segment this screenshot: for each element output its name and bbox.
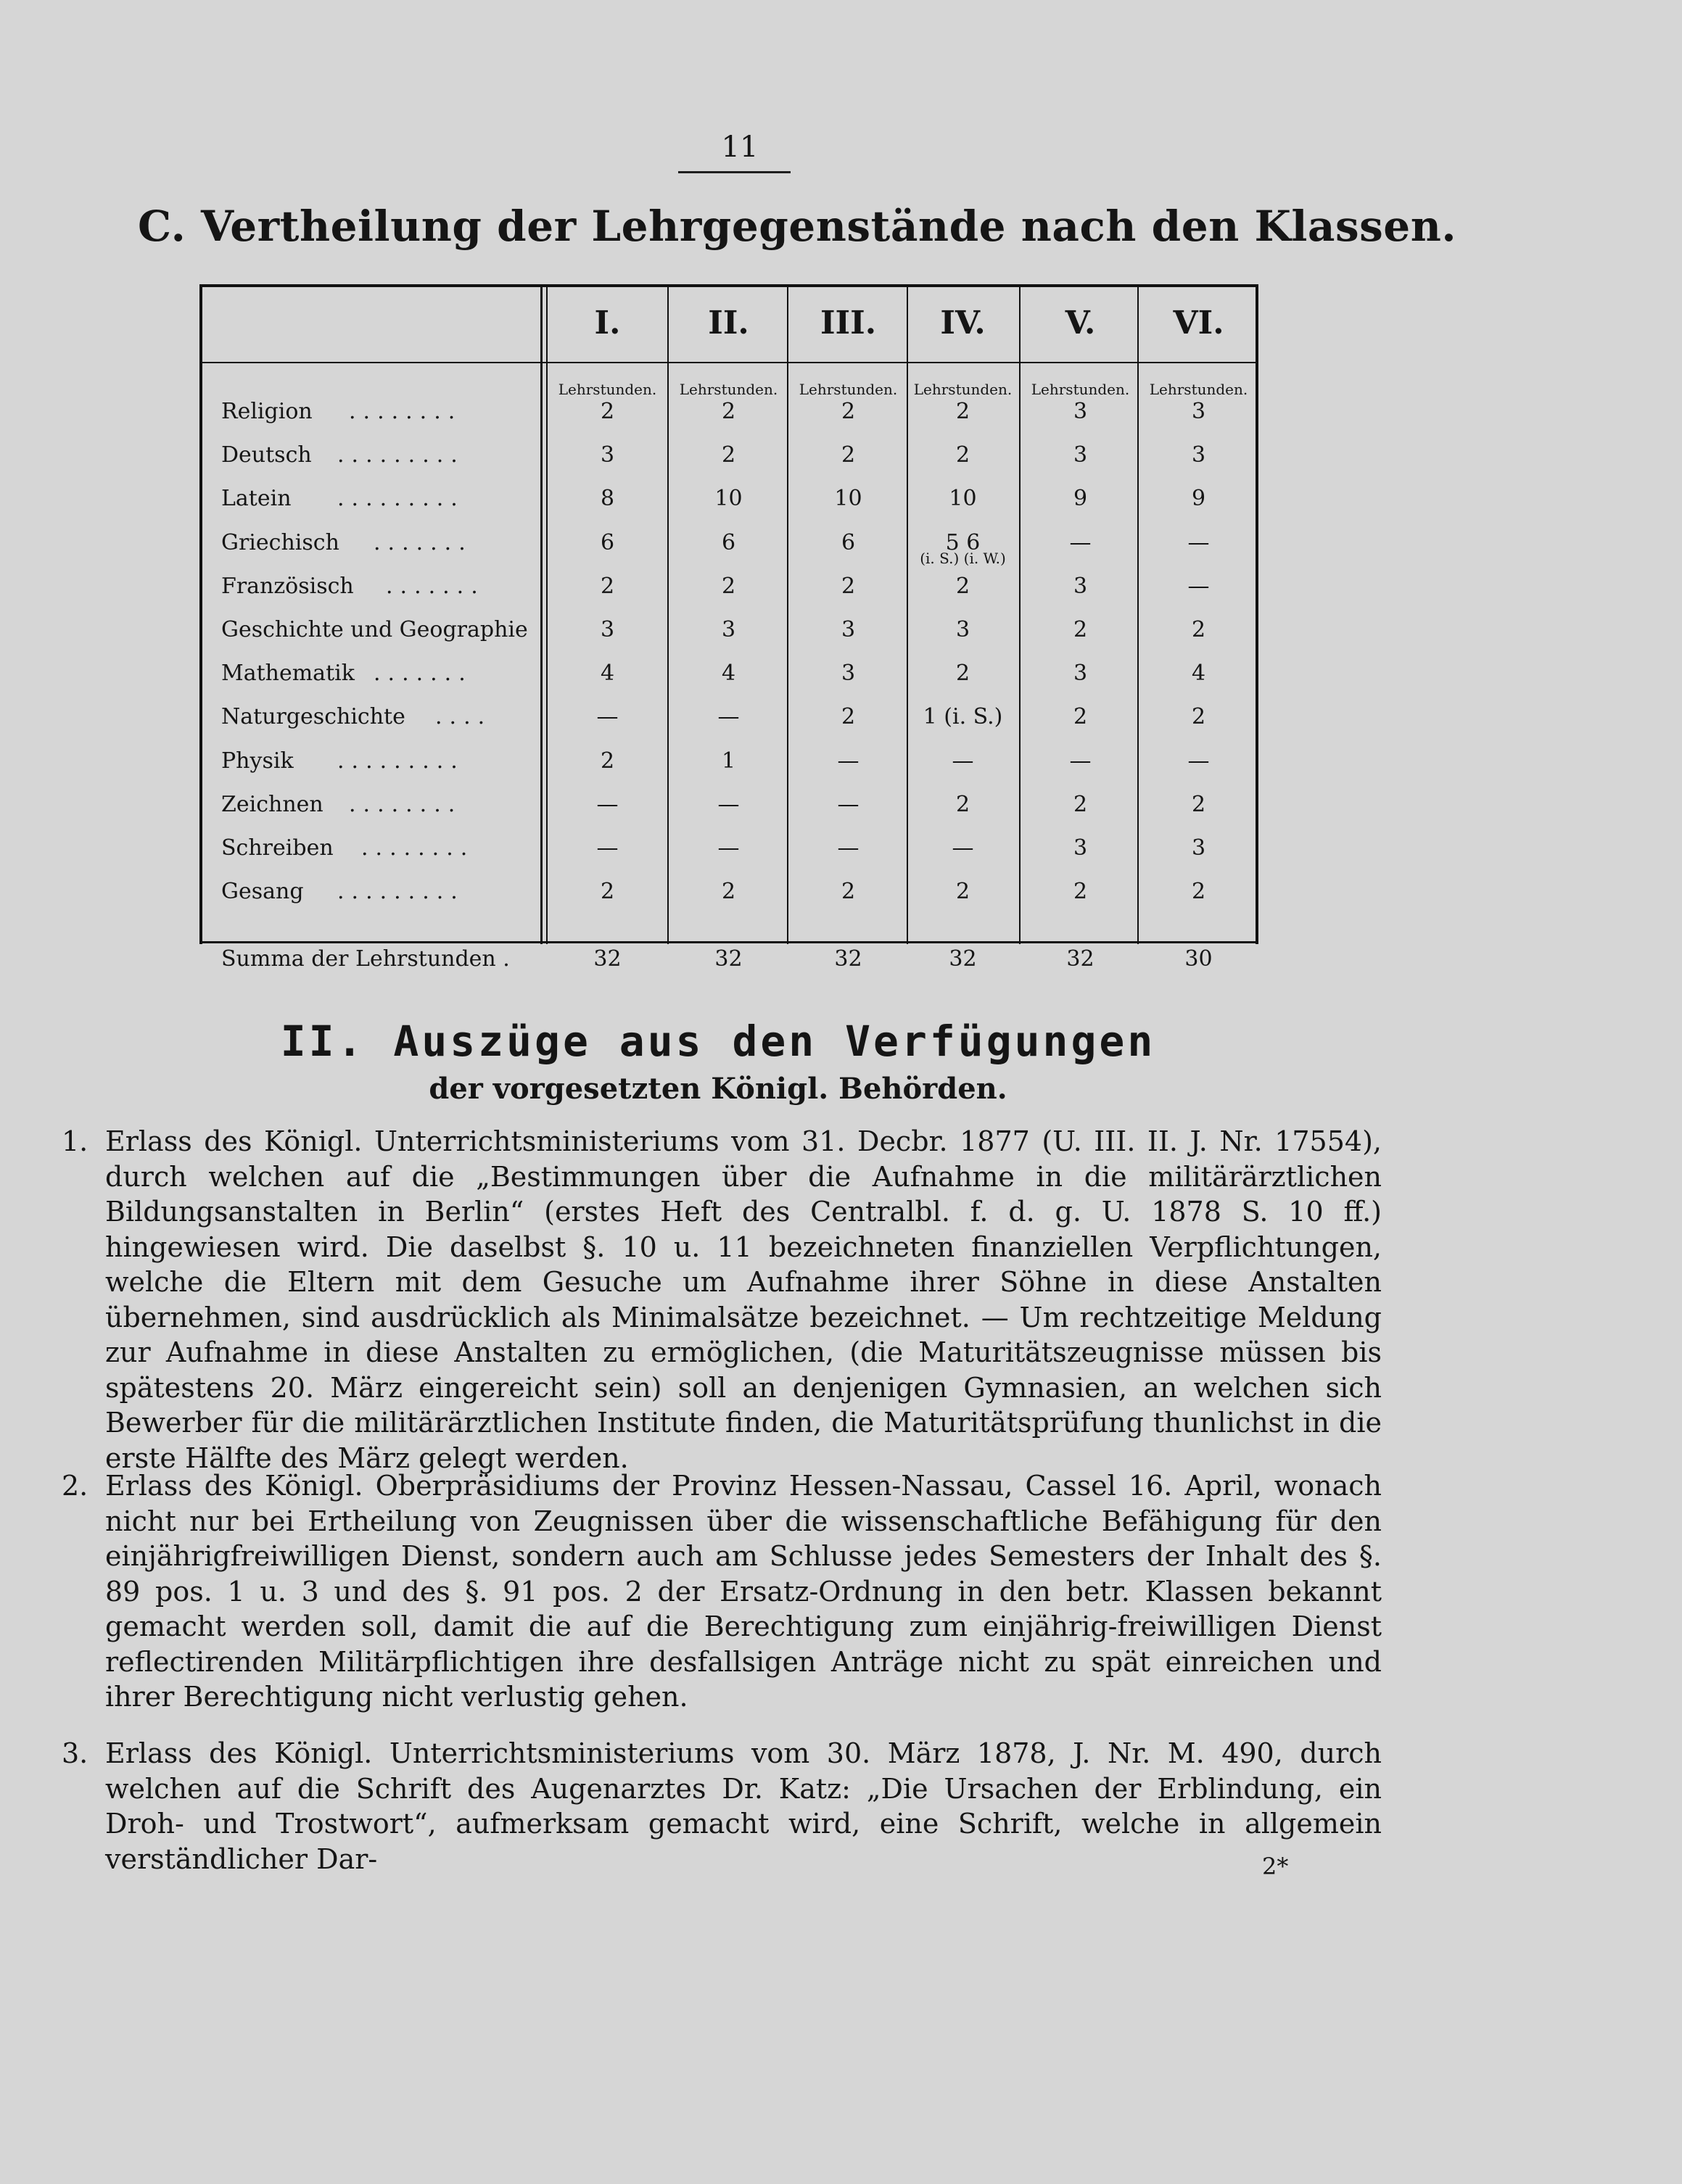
table-cell: 3 — [841, 617, 856, 642]
table-cell: — — [596, 835, 619, 861]
table-cell: — — [1187, 574, 1210, 599]
table-cell: 2 — [841, 574, 856, 599]
item-number: 2. — [62, 1470, 88, 1502]
column-header: III. — [820, 305, 877, 342]
row-label: Geschichte und Geographie — [221, 617, 528, 642]
table-cell: 3 — [1073, 661, 1088, 686]
cell-note: (i. S.) (i. W.) — [920, 550, 1006, 567]
table-cell: 2 — [1191, 617, 1206, 642]
dot-leader: ........ — [349, 399, 463, 424]
table-cell: 3 — [600, 617, 615, 642]
table-cell: 6 — [721, 530, 736, 555]
row-label: Latein — [221, 486, 292, 511]
table-cell: 3 — [955, 617, 970, 642]
table-cell: 2 — [955, 661, 970, 686]
table-cell: 2 — [1191, 879, 1206, 904]
section-ii-title: II. Auszüge aus den Verfügungen — [280, 1017, 1156, 1066]
table-cell: 3 — [1191, 442, 1206, 468]
dot-leader: ......... — [337, 879, 465, 904]
page-number: 11 — [721, 131, 759, 164]
table-cell: — — [952, 748, 974, 774]
table-cell: 10 — [949, 486, 977, 511]
column-header: II. — [708, 305, 749, 342]
table-cell: 9 — [1073, 486, 1088, 511]
item-text: Erlass des Königl. Unterrichtsministeriums vom 31. Decbr. 1877 (U. III. II. J. Nr. 17554), durch welchen auf die „Bestimmungen über die Aufnahme in die militärärztlichen Bildungsanstalten in Berlin“ (erstes Heft des Centralbl. f. d. g. U. 1878 S. 10 ff.) hingewiesen wird. Die daselbst §. 10 u. 11 bezeichneten finanziellen Verpflichtungen, welche die Eltern mit dem Gesuche um Aufnahme ihrer Söhne in diese Anstalten übernehmen, sind ausdrücklich als Minimalsätze bezeichnet. — Um rechtzeitige Meldung zur Aufnahme in diese Anstalten zu ermöglichen, (die Maturitätszeugnisse müssen bis spätestens 20. März eingereicht sein) soll an denjenigen Gymnasien, an welchen sich Bewerber für die militärärztlichen Institute finden, die Maturitätsprüfung thunlichst in die erste Hälfte des März gelegt werden. — [105, 1125, 1382, 1474]
item-number: 3. — [62, 1737, 88, 1769]
table-cell: 6 — [841, 530, 856, 555]
item-number: 1. — [62, 1125, 88, 1157]
unit-label: Lehrstunden. — [913, 381, 1013, 398]
table-cell: 2 — [955, 442, 970, 468]
table-cell: 2 — [600, 748, 615, 774]
section-c-title: C. Vertheilung der Lehrgegenstände nach den Klassen. — [138, 202, 1457, 251]
table-cell: 3 — [1073, 399, 1088, 424]
table-left-border — [199, 284, 202, 944]
table-cell: — — [837, 835, 859, 861]
row-label: Deutsch — [221, 442, 312, 468]
list-item — [62, 1468, 1382, 1715]
row-label: Zeichnen — [221, 792, 323, 817]
table-cell: 6 — [600, 530, 615, 555]
table-cell: 2 — [955, 792, 970, 817]
row-label: Französisch — [221, 574, 354, 599]
table-cell: 9 — [1191, 486, 1206, 511]
table-cell: 4 — [1191, 661, 1206, 686]
table-cell: — — [952, 835, 974, 861]
table-cell: 4 — [721, 661, 736, 686]
table-cell: 2 — [955, 574, 970, 599]
table-cell: — — [1069, 530, 1092, 555]
table-cell: 5 6 — [945, 530, 981, 555]
lesson-distribution-table — [199, 284, 1258, 998]
table-cell: 1 — [721, 748, 736, 774]
list-item — [62, 1124, 1382, 1476]
row-label: Religion — [221, 399, 313, 424]
sum-label: Summa der Lehrstunden . — [221, 946, 510, 972]
table-cell: 10 — [714, 486, 743, 511]
signature-mark: 2* — [1262, 1853, 1289, 1880]
table-cell: 2 — [955, 399, 970, 424]
dot-leader: ......... — [337, 486, 465, 511]
item-text: Erlass des Königl. Unterrichtsministeriums vom 30. März 1878, J. Nr. M. 490, durch welchen auf die Schrift des Augenarztes Dr. Katz: „Die Ursachen der Erblindung, ein Droh- und Trostwort“, aufmerksam gemacht wird, eine Schrift, welche in allgemein verständlicher Dar- — [105, 1737, 1382, 1875]
sum-cell: 30 — [1184, 946, 1213, 972]
table-cell: 3 — [841, 661, 856, 686]
sum-cell: 32 — [1066, 946, 1094, 972]
row-label: Mathematik — [221, 661, 355, 686]
table-cell: — — [596, 792, 619, 817]
sum-cell: 32 — [834, 946, 862, 972]
table-top-border — [199, 284, 1258, 287]
dot-leader: ....... — [386, 574, 485, 599]
page-number-rule — [678, 171, 791, 173]
row-label: Schreiben — [221, 835, 334, 861]
section-ii-subtitle: der vorgesetzten Königl. Behörden. — [429, 1072, 1007, 1106]
dot-leader: ......... — [337, 442, 465, 468]
header-rule — [199, 362, 1258, 363]
unit-label: Lehrstunden. — [558, 381, 657, 398]
table-cell: — — [1187, 748, 1210, 774]
table-cell: — — [717, 704, 740, 729]
table-cell: — — [837, 748, 859, 774]
table-cell: 1 (i. S.) — [923, 704, 1003, 729]
table-cell: 2 — [1191, 792, 1206, 817]
table-cell: 3 — [1073, 442, 1088, 468]
table-cell: 2 — [841, 399, 856, 424]
table-cell: 2 — [1073, 617, 1088, 642]
table-cell: 3 — [1073, 574, 1088, 599]
table-cell: 2 — [1191, 704, 1206, 729]
dot-leader: ....... — [374, 661, 473, 686]
table-cell: 8 — [600, 486, 615, 511]
column-header: VI. — [1173, 305, 1224, 342]
table-cell: 2 — [841, 442, 856, 468]
table-cell: 3 — [1191, 835, 1206, 861]
dot-leader: ......... — [337, 748, 465, 774]
table-cell: 2 — [600, 879, 615, 904]
column-header: I. — [594, 305, 621, 342]
dot-leader: .... — [435, 704, 492, 729]
item-text: Erlass des Königl. Oberpräsidiums der Provinz Hessen-Nassau, Cassel 16. April, wonach nicht nur bei Ertheilung von Zeugnissen über die wissenschaftliche Befähigung für den einjährigfreiwilligen Dienst, sondern auch am Schlusse jedes Semesters der Inhalt des §. 89 pos. 1 u. 3 und des §. 91 pos. 2 der Ersatz-Ordnung in den betr. Klassen bekannt gemacht werden soll, damit die auf die Berechtigung zum einjährig-freiwilligen Dienst reflectirenden Militärpflichtigen ihre desfallsigen Anträge nicht zu spät einreichen und ihrer Berechtigung nicht verlustig gehen. — [105, 1470, 1382, 1713]
unit-label: Lehrstunden. — [799, 381, 898, 398]
table-cell: 2 — [841, 704, 856, 729]
column-header: V. — [1065, 305, 1096, 342]
table-cell: 10 — [834, 486, 862, 511]
sum-cell: 32 — [714, 946, 743, 972]
row-label: Physik — [221, 748, 294, 774]
table-cell: — — [1187, 530, 1210, 555]
table-cell: 2 — [721, 399, 736, 424]
dot-leader: ....... — [374, 530, 473, 555]
table-cell: 3 — [600, 442, 615, 468]
dot-leader: ........ — [361, 835, 475, 861]
table-cell: 2 — [955, 879, 970, 904]
table-cell: 3 — [1073, 835, 1088, 861]
table-cell: 2 — [721, 879, 736, 904]
row-label: Gesang — [221, 879, 304, 904]
label-column-divider — [540, 284, 543, 944]
table-cell: 2 — [1073, 704, 1088, 729]
list-item — [62, 1736, 1382, 1877]
table-cell: 3 — [721, 617, 736, 642]
table-cell: 3 — [1191, 399, 1206, 424]
dot-leader: ........ — [349, 792, 463, 817]
table-cell: 2 — [721, 574, 736, 599]
unit-label: Lehrstunden. — [1031, 381, 1130, 398]
sum-rule — [199, 941, 1258, 943]
unit-label: Lehrstunden. — [679, 381, 778, 398]
table-cell: 2 — [841, 879, 856, 904]
table-cell: — — [1069, 748, 1092, 774]
table-cell: 2 — [1073, 792, 1088, 817]
table-cell: — — [717, 792, 740, 817]
table-cell: — — [717, 835, 740, 861]
sum-cell: 32 — [949, 946, 977, 972]
table-cell: 2 — [600, 399, 615, 424]
table-cell: 2 — [1073, 879, 1088, 904]
table-cell: — — [596, 704, 619, 729]
table-cell: 2 — [600, 574, 615, 599]
table-cell: — — [837, 792, 859, 817]
row-label: Naturgeschichte — [221, 704, 405, 729]
table-cell: 4 — [600, 661, 615, 686]
unit-label: Lehrstunden. — [1149, 381, 1248, 398]
table-cell: 2 — [721, 442, 736, 468]
column-header: IV. — [940, 305, 986, 342]
sum-cell: 32 — [593, 946, 622, 972]
row-label: Griechisch — [221, 530, 339, 555]
